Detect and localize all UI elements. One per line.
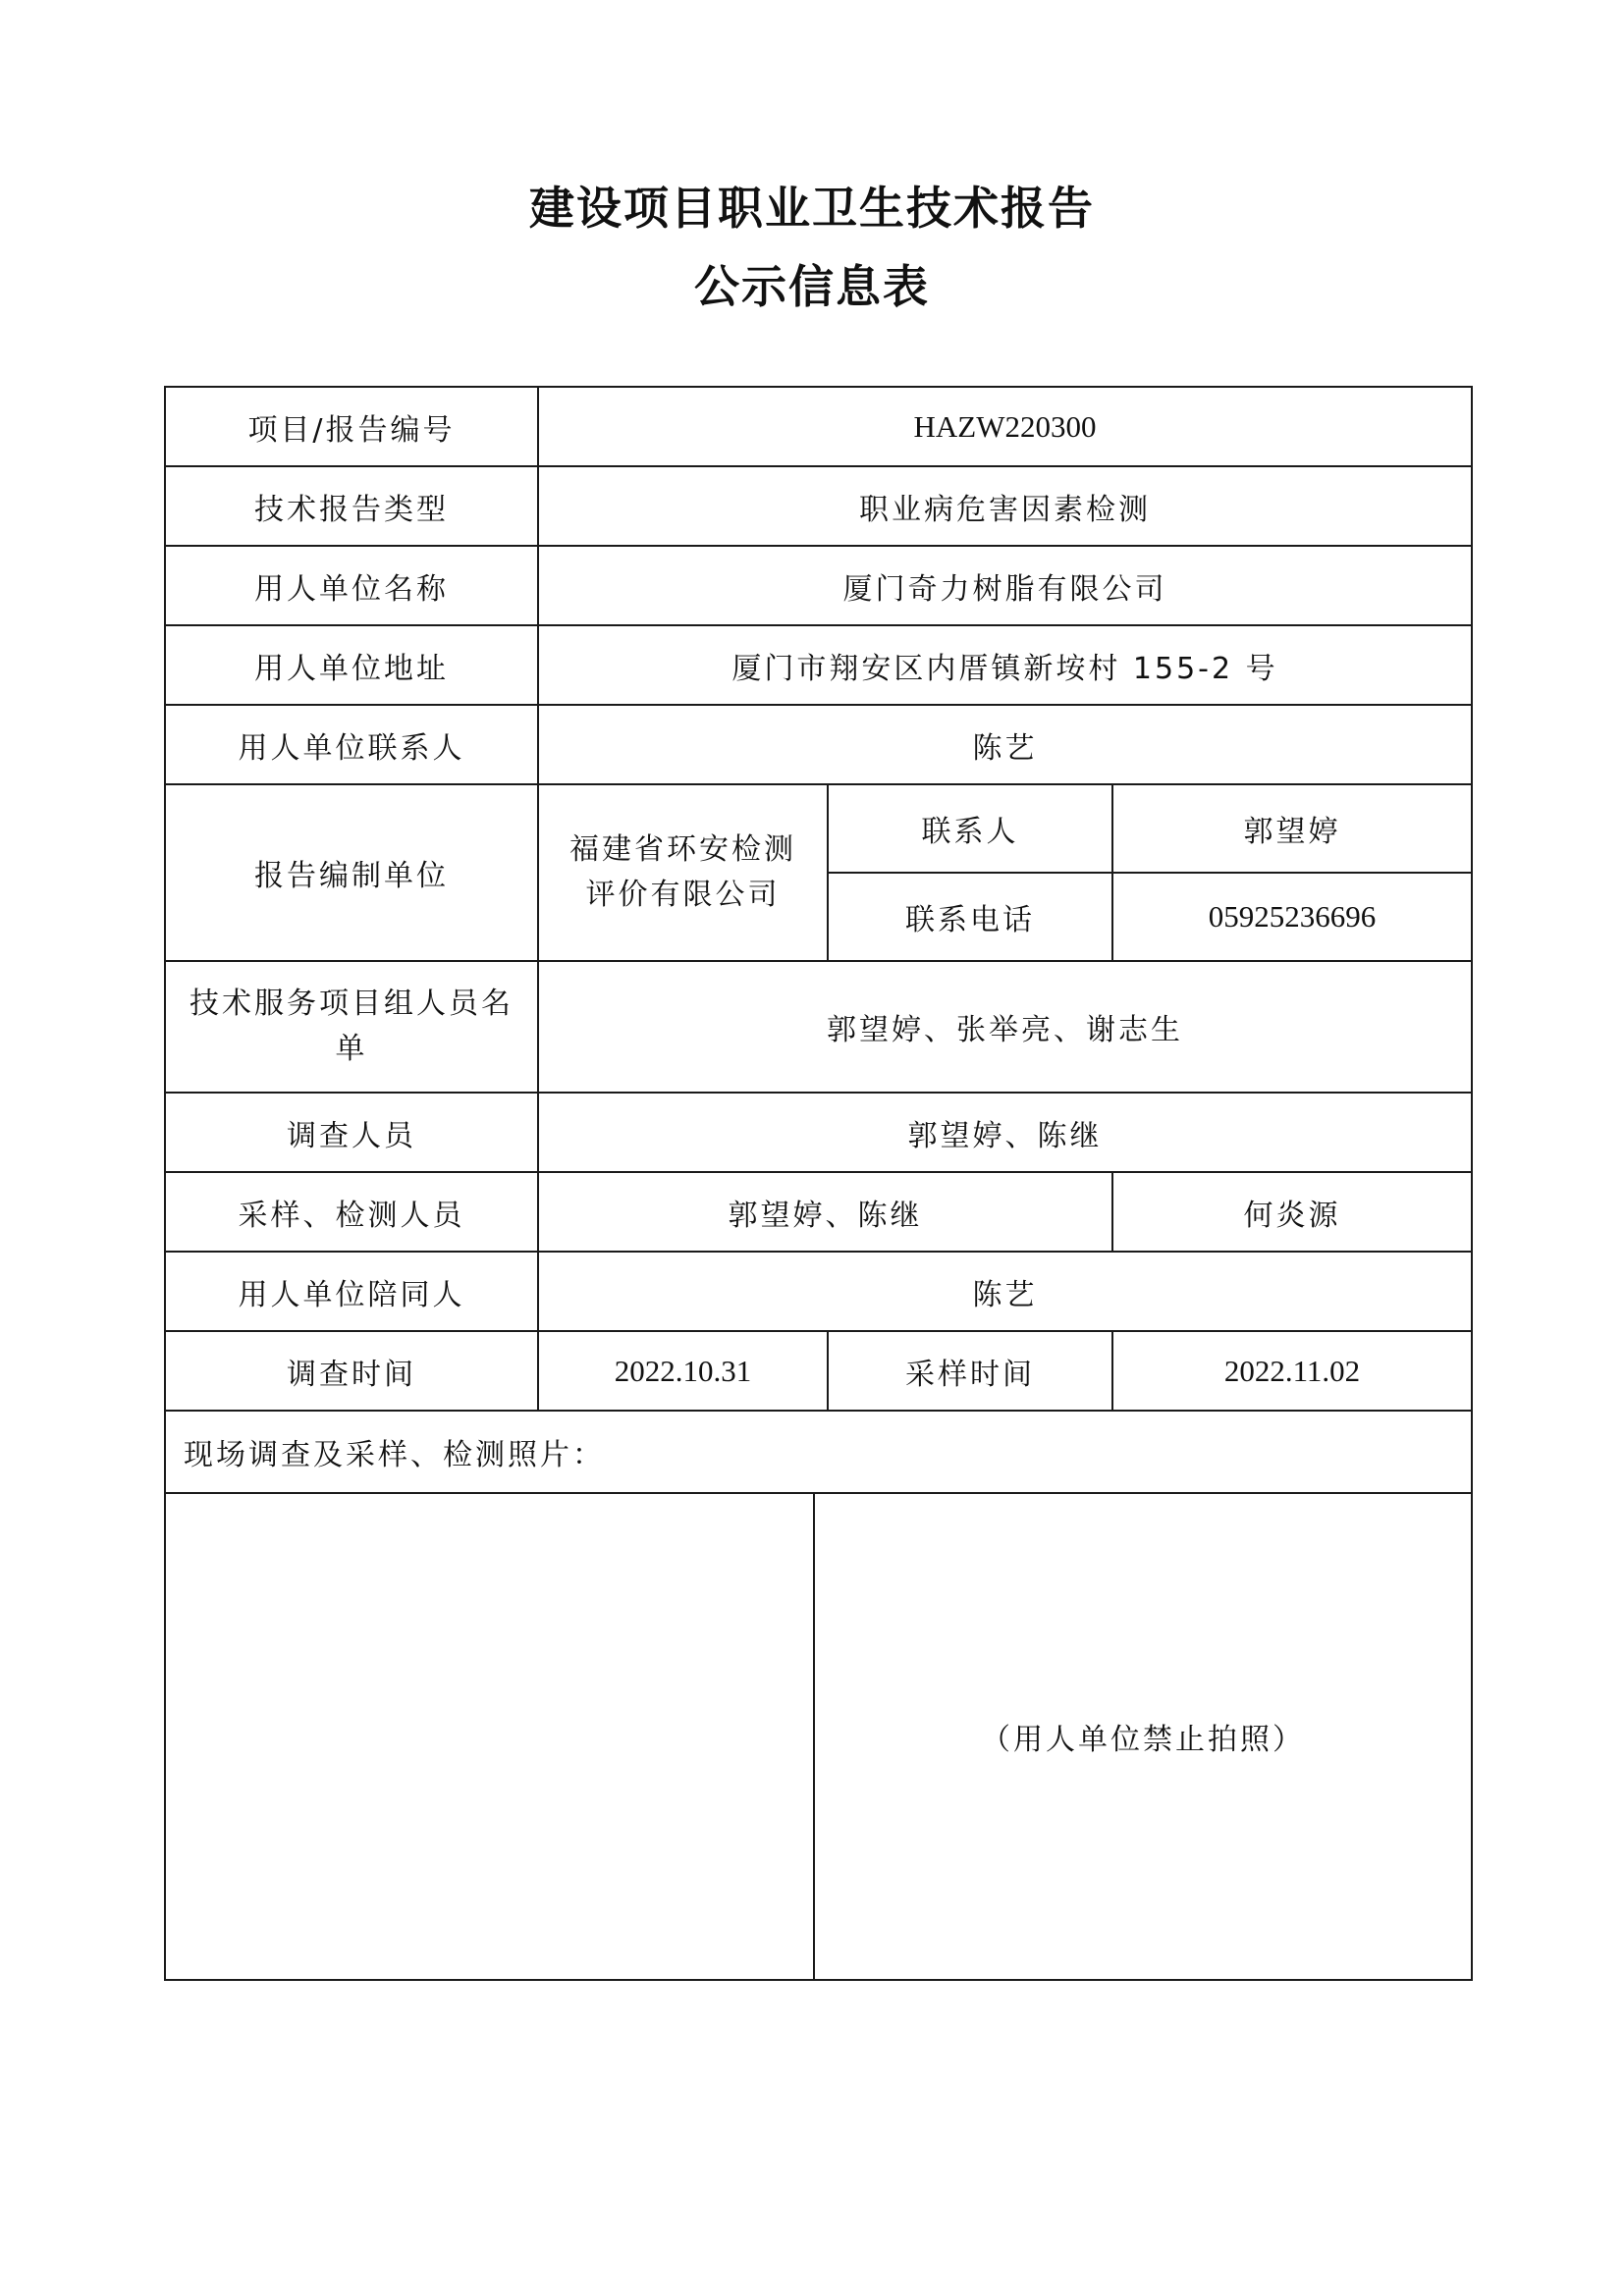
compiler-unit-value: 福建省环安检测评价有限公司 <box>538 784 828 961</box>
photo-box <box>166 1494 1471 1979</box>
document-subtitle: 公示信息表 <box>694 260 930 313</box>
employer-address-value: 厦门市翔安区内厝镇新垵村 155-2 号 <box>538 625 1472 705</box>
employer-name-label: 用人单位名称 <box>165 546 538 625</box>
samplers-label: 采样、检测人员 <box>165 1172 538 1252</box>
compiler-phone-value: 05925236696 <box>1112 873 1472 961</box>
sampling-date-label: 采样时间 <box>828 1331 1112 1411</box>
table-row <box>165 387 1472 466</box>
employer-address-label: 用人单位地址 <box>165 625 538 705</box>
employer-name-value: 厦门奇力树脂有限公司 <box>538 546 1472 625</box>
photos-area <box>165 1493 1472 1980</box>
table-row <box>165 961 1472 1093</box>
employer-contact-label: 用人单位联系人 <box>165 705 538 784</box>
table-row <box>165 625 1472 705</box>
compiler-contact-label: 联系人 <box>828 784 1112 873</box>
table-row <box>165 546 1472 625</box>
compiler-phone-label: 联系电话 <box>828 873 1112 961</box>
compiler-label: 报告编制单位 <box>165 784 538 961</box>
document-title-block <box>0 169 1624 326</box>
report-no-value: HAZW220300 <box>538 387 1472 466</box>
photo-left-cell <box>166 1494 815 1979</box>
samplers-value: 郭望婷、陈继 <box>538 1172 1112 1252</box>
report-no-label: 项目/报告编号 <box>165 387 538 466</box>
escort-value: 陈艺 <box>538 1252 1472 1331</box>
team-value: 郭望婷、张举亮、谢志生 <box>538 961 1472 1093</box>
team-label: 技术服务项目组人员名单 <box>165 961 538 1093</box>
investigators-value: 郭望婷、陈继 <box>538 1093 1472 1172</box>
table-row <box>165 784 1472 873</box>
table-row <box>165 1411 1472 1493</box>
table-row <box>165 466 1472 546</box>
photo-note: （用人单位禁止拍照） <box>981 1723 1305 1757</box>
sampling-date-value: 2022.11.02 <box>1112 1331 1472 1411</box>
photo-right-cell <box>815 1494 1471 1979</box>
survey-date-label: 调查时间 <box>165 1331 538 1411</box>
employer-contact-value: 陈艺 <box>538 705 1472 784</box>
info-table <box>164 386 1473 1981</box>
report-type-value: 职业病危害因素检测 <box>538 466 1472 546</box>
table-row <box>165 1172 1472 1252</box>
compiler-contact-value: 郭望婷 <box>1112 784 1472 873</box>
escort-label: 用人单位陪同人 <box>165 1252 538 1331</box>
table-row <box>165 1252 1472 1331</box>
investigators-label: 调查人员 <box>165 1093 538 1172</box>
table-row <box>165 705 1472 784</box>
samplers-value-2: 何炎源 <box>1112 1172 1472 1252</box>
table-row <box>165 1493 1472 1980</box>
survey-date-value: 2022.10.31 <box>538 1331 828 1411</box>
document-title: 建设项目职业卫生技术报告 <box>529 182 1095 235</box>
table-row <box>165 1093 1472 1172</box>
report-type-label: 技术报告类型 <box>165 466 538 546</box>
table-row <box>165 1331 1472 1411</box>
photos-caption: 现场调查及采样、检测照片： <box>165 1411 1472 1493</box>
